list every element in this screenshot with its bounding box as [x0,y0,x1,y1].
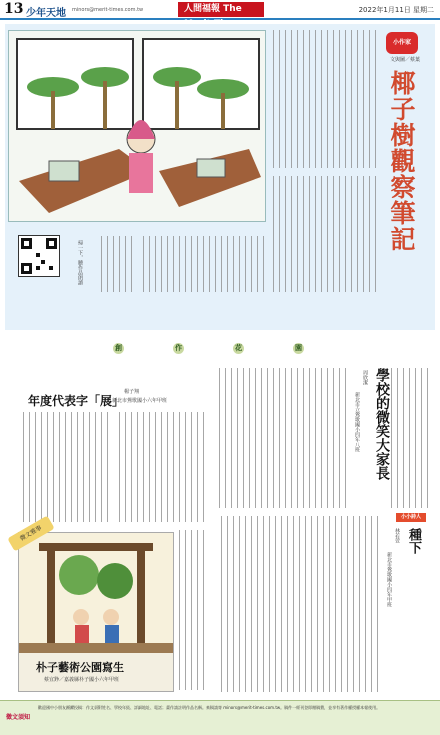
palm-tree-illustration [8,30,266,222]
banner-char: 花 [235,344,242,352]
contact-url[interactable]: minors@merit-times.com.tw [72,7,144,13]
page-header [0,0,440,20]
qr-code[interactable] [18,235,60,277]
smile-school-title: 學校的微笑大家長 [374,368,390,480]
park-title: 朴子藝術公園寫生 [36,661,124,674]
smile-school-byline: 周欣潔 [362,370,368,385]
section-name: 少年天地 [26,8,66,19]
submission-notice: 歡迎國中小朋友踴躍投稿：作文須附姓名、學校年級、詳細地址、電話；畫作請註明作品名稱。來稿請寄 minors@merit-times.com.tw。稿件一經刊登即贈稿費，並享有著作權授權本報使用。 [38,705,381,710]
newspaper-logo: 人間福報 The [178,2,264,17]
word-of-year-byline: 楊子翔 [124,389,140,395]
body-text-block [140,236,266,292]
feature-byline: 文與圖／蔡葉 [390,57,421,63]
body-text-block [272,176,378,292]
body-text-block [96,236,134,292]
poem-school: 新北市鶯歌國小四年甲班 [386,552,392,607]
submission-badge: 徵文須知 [6,714,31,721]
park-byline: 蔡宜錚／嘉義縣朴子國小六年甲班 [44,677,120,683]
young-writer-badge: 小作家 [386,32,418,54]
word-of-year-title: 年度代表字「展」 [28,394,125,408]
poem-byline: 林若萱 [394,528,400,543]
banner-char: 作 [175,344,182,352]
body-text-block [390,368,430,508]
park-drawing [19,533,173,653]
body-text-block [18,412,110,522]
body-text-block [272,30,378,168]
smile-school-school: 新北市立鶯歌國小四年八班 [354,392,360,452]
body-text-block [178,530,206,690]
page-number: 13 [4,1,24,17]
body-text-block [114,412,206,522]
body-text-block [216,516,380,692]
word-of-year-school: 新北市鶯歌國小六年甲班 [112,398,168,404]
poem-title: 種下 [406,528,421,554]
creative-garden-banner [5,338,435,360]
feature-title: 椰子樹觀察筆記 [387,70,416,252]
issue-date: 2022年1月11日 星期二 [358,6,434,14]
qr-caption: 掃一下，聽作品朗讀 [77,240,83,285]
banner-char: 創 [115,344,122,352]
submission-footer [0,700,440,735]
palm-tree-drawing [9,31,266,222]
body-text-block [216,368,348,508]
micro-essay-tag: 微文雅事 [7,516,54,552]
qr-code-icon [19,236,59,276]
little-poet-badge: 小小詩人 [396,513,426,522]
banner-char: 園 [295,344,302,352]
